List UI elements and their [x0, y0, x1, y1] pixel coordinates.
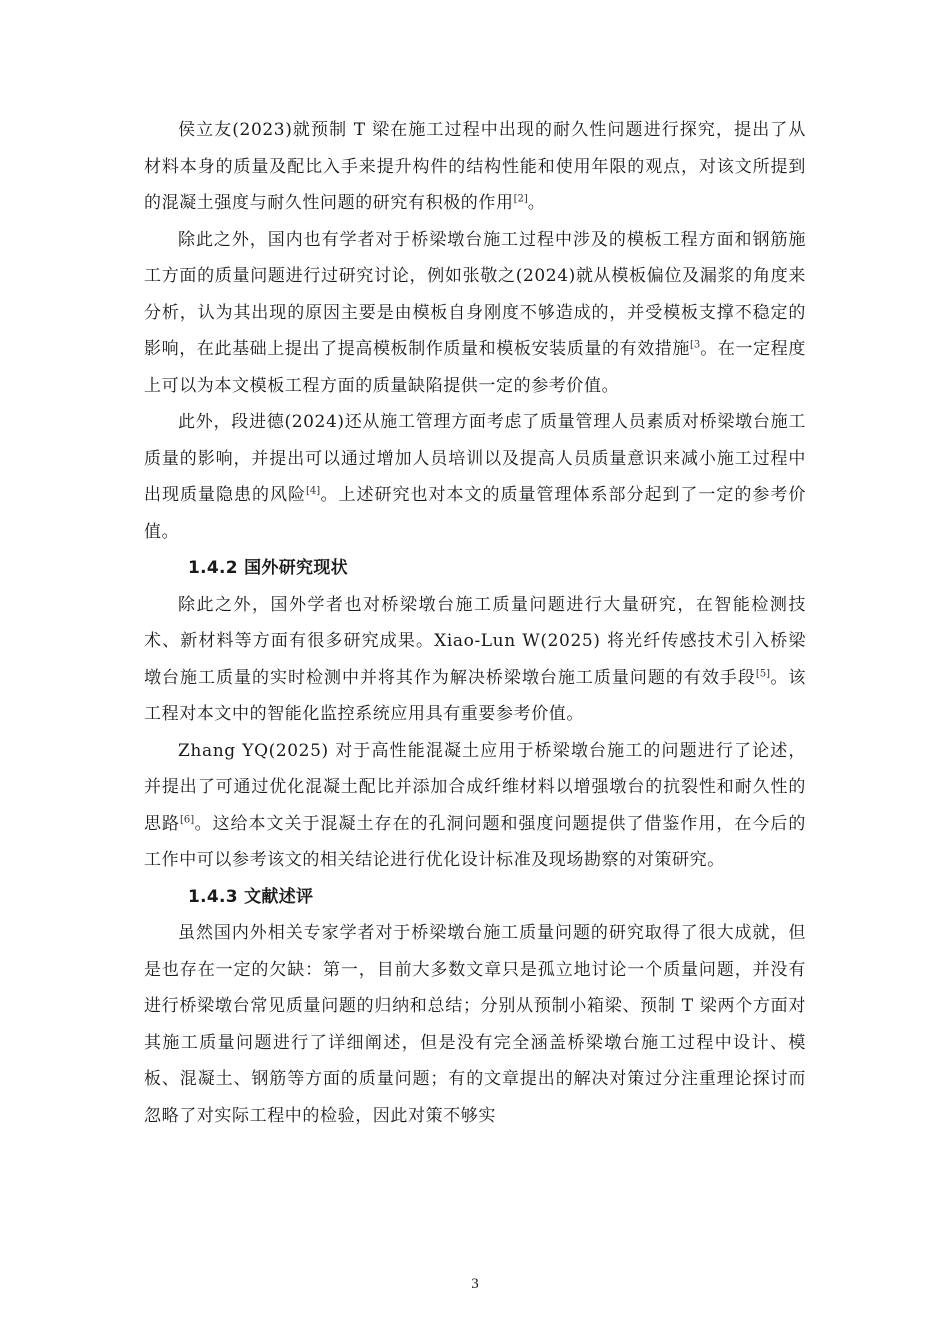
paragraph-zhang-yq	[144, 733, 806, 879]
citation[interactable]: [5]	[755, 667, 770, 679]
section-heading-1-4-3: 1.4.3 文献述评	[188, 886, 314, 907]
paragraph-text-tail: 。在一定程度上可以为本文模板工程方面的质量缺陷提供一定的参考价值。	[144, 339, 806, 396]
citation[interactable]: [6]	[180, 813, 195, 825]
citation[interactable]: [2]	[513, 193, 528, 205]
paragraph-text-tail: 。上述研究也对本文的质量管理体系部分起到了一定的参考价值。	[144, 485, 807, 542]
page-number: 3	[471, 1276, 479, 1292]
paragraph-duan-jinde	[144, 404, 806, 550]
paragraph-text: 除此之外，国外学者也对桥梁墩台施工质量问题进行大量研究，在智能检测技术、新材料等方面有很多研究成果。Xiao-Lun W(2025) 将光纤传感技术引入桥梁墩台施工质量的实时检测中并将其作为解决桥梁墩台施工质量问题的有效手段	[144, 594, 806, 688]
body-text	[144, 112, 806, 1134]
paragraph-hou-liyou	[144, 112, 806, 222]
paragraph-literature-review	[144, 915, 806, 1134]
citation[interactable]: [4]	[305, 485, 321, 497]
paragraph-text: Zhang YQ(2025) 对于高性能混凝土应用于桥梁墩台施工的问题进行了论述，并提出了可通过优化混凝土配比并添加合成纤维材料以增强墩台的抗裂性和耐久性的思路	[144, 740, 806, 834]
paragraph-text: 虽然国内外相关专家学者对于桥梁墩台施工质量问题的研究取得了很大成就，但是也存在一定的欠缺：第一，目前大多数文章只是孤立地讨论一个质量问题，并没有进行桥梁墩台常见质量问题的归纳和总结；分别从预制小箱梁、预制 T 梁两个方面对其施工质量问题进行了详细阐述，但是没有完全涵盖桥梁墩台施工过程中设计、模板、混凝土、钢筋等方面的质量问题；有的文章提出的解决对策过分注重理论探讨而忽略了对实际工程中的检验，因此对策不够实	[144, 923, 806, 1126]
paragraph-text-tail: 。该工程对本文中的智能化监控系统应用具有重要参考价值。	[144, 667, 806, 724]
paragraph-text: 侯立友(2023)就预制 T 梁在施工过程中出现的耐久性问题进行探究，提出了从材料本身的质量及配比入手来提升构件的结构性能和使用年限的观点，对该文所提到的混凝土强度与耐久性问题的研究有积极的作用	[144, 120, 806, 213]
section-heading-1-4-2: 1.4.2 国外研究现状	[188, 558, 348, 578]
paragraph-text: 此外，段进德(2024)还从施工管理方面考虑了质量管理人员素质对桥梁墩台施工质量的影响，并提出可以通过增加人员培训以及提高人员质量意识来减小施工过程中出现质量隐患的风险	[144, 412, 806, 505]
paragraph-xiao-lun	[144, 587, 806, 733]
citation[interactable]: [3	[690, 339, 701, 351]
paragraph-text-tail: 。这给本文关于混凝土存在的孔洞问题和强度问题提供了借鉴作用，在今后的工作中可以参考该文的相关结论进行优化设计标准及现场勘察的对策研究。	[144, 813, 806, 870]
paragraph-zhang-jingzhi	[144, 222, 806, 405]
paragraph-text: 除此之外，国内也有学者对于桥梁墩台施工过程中涉及的模板工程方面和钢筋施工方面的质量问题进行过研究讨论，例如张敬之(2024)就从模板偏位及漏浆的角度来分析，认为其出现的原因主要是由模板自身刚度不够造成的，并受模板支撑不稳定的影响，在此基础上提出了提高模板制作质量和模板安装质量的有效措施	[144, 229, 806, 359]
paragraph-text-tail: 。	[527, 193, 546, 213]
